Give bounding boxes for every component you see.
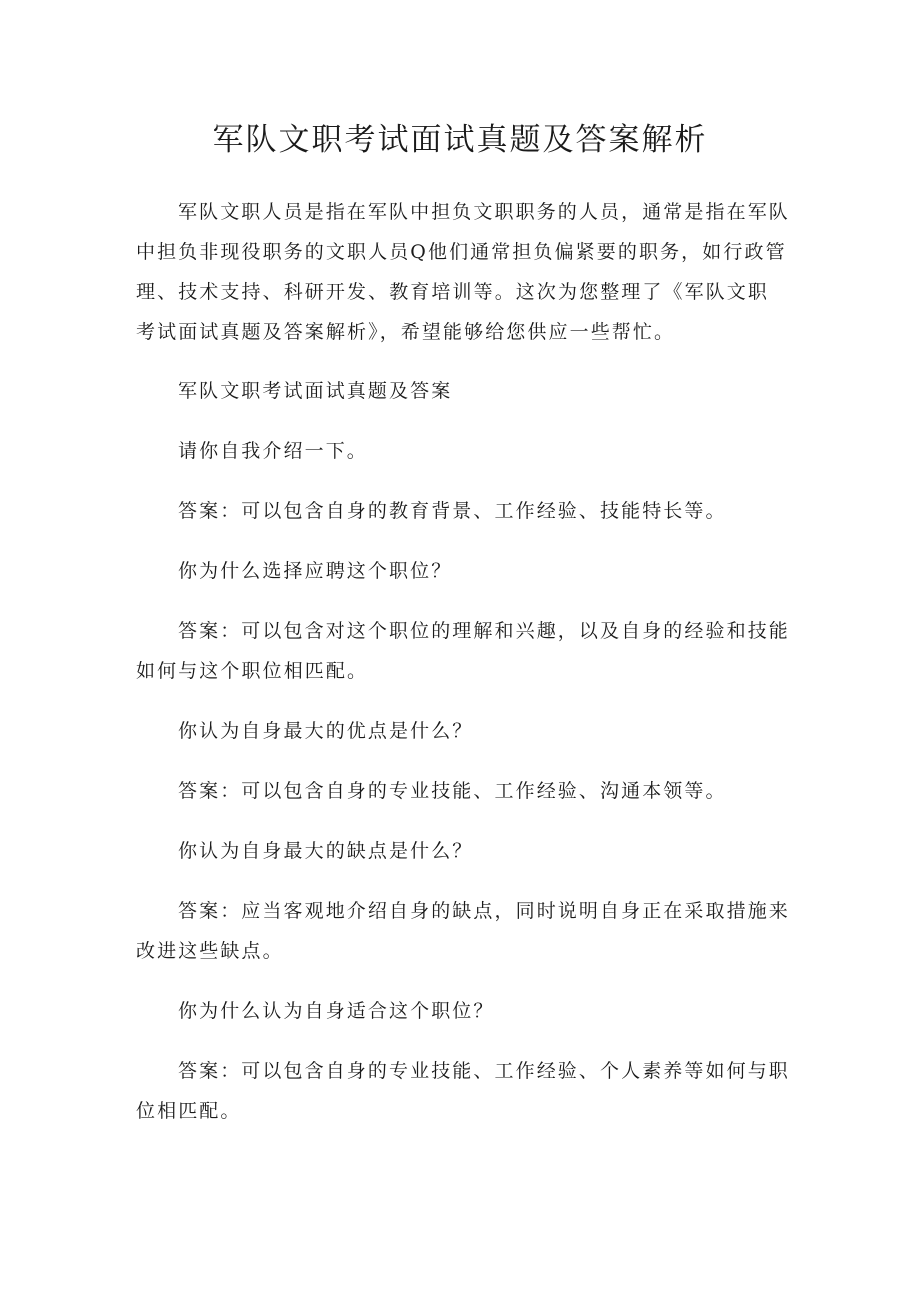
- answer-3: 答案：可以包含自身的专业技能、工作经验、沟通本领等。: [178, 780, 727, 802]
- question-2: 你为什么选择应聘这个职位？: [178, 560, 453, 582]
- answer-1: 答案：可以包含自身的教育背景、工作经验、技能特长等。: [178, 500, 727, 522]
- intro-paragraph: 军队文职人员是指在军队中担负文职职务的人员，通常是指在军队中担负非现役职务的文职人员Q他们通常担负偏紧要的职务，如行政管理、技术支持、科研开发、教育培训等。这次为您整理了《军队文职考试面试真题及答案解析》，希望能够给您供应一些帮忙。: [136, 201, 790, 343]
- question-5: 你为什么认为自身适合这个职位？: [178, 1000, 495, 1022]
- question-4: 你认为自身最大的缺点是什么？: [178, 840, 474, 862]
- document-body: [136, 192, 790, 1151]
- question-1: 请你自我介绍一下。: [178, 440, 368, 462]
- document-title: 军队文职考试面试真题及答案解析: [212, 122, 708, 158]
- question-3: 你认为自身最大的优点是什么？: [178, 720, 474, 742]
- answer-2: 答案：可以包含对这个职位的理解和兴趣，以及自身的经验和技能如何与这个职位相匹配。: [136, 620, 790, 682]
- answer-5: 答案：可以包含自身的专业技能、工作经验、个人素养等如何与职位相匹配。: [136, 1060, 790, 1122]
- section-heading: 军队文职考试面试真题及答案: [178, 380, 453, 402]
- answer-4: 答案：应当客观地介绍自身的缺点，同时说明自身正在采取措施来改进这些缺点。: [136, 900, 790, 962]
